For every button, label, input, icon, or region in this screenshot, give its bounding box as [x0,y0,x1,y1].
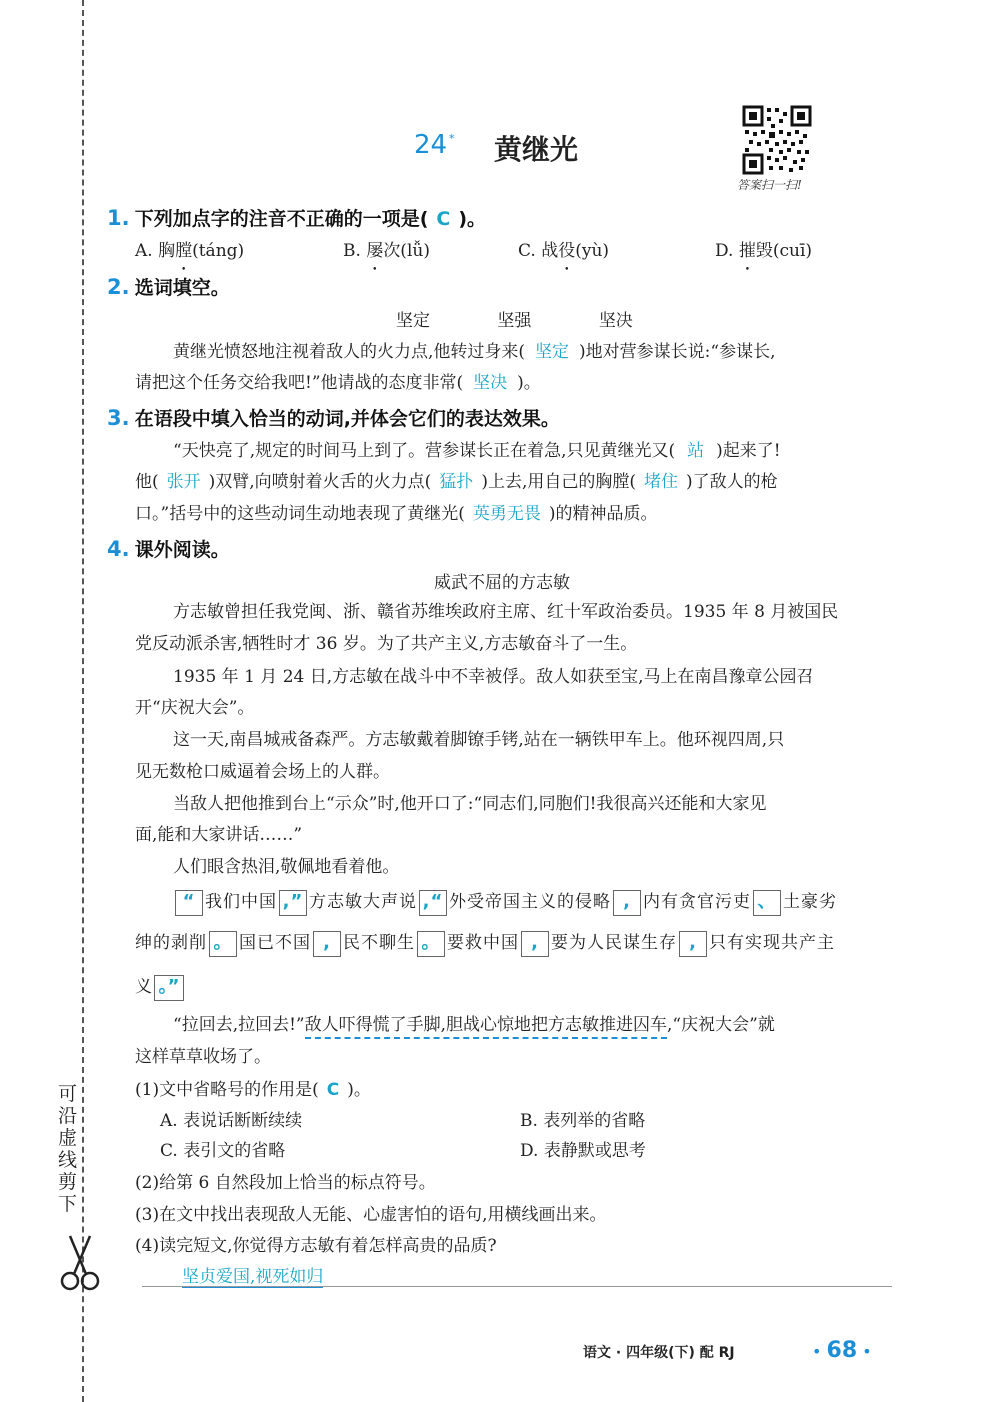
punctuation-box[interactable]: ,” [279,890,307,916]
question-stem: 在语段中填入恰当的动词,并体会它们的表达效果。 [134,408,560,430]
sub-question-4: (4)读完短文,你觉得方志敏有着怎样高贵的品质? [135,1236,497,1256]
punctuation-box[interactable]: ,“ [419,890,447,916]
punctuation-box[interactable]: 。 [417,931,445,957]
qr-caption: 答案扫一扫! [737,178,802,192]
punctuation-box[interactable]: 。 [209,931,237,957]
punctuation-box[interactable]: , [521,931,549,957]
underlined-sentence: 敌人吓得慌了手脚,胆战心惊地把方志敏推进囚车 [305,1015,667,1039]
paragraph-4-line-2: 面,能和大家讲话……” [135,825,303,845]
punctuation-box[interactable]: 。” [154,975,184,1001]
answer-text: 坚定 [535,342,570,362]
punctuation-box[interactable]: , [679,931,707,957]
question-stem: )。 [458,208,487,230]
sub-question-2: (2)给第 6 自然段加上恰当的标点符号。 [135,1173,436,1193]
paragraph-2-line-2: 开“庆祝大会”。 [135,698,255,718]
scissors-icon [58,1232,102,1294]
question-4 [107,535,230,562]
question-number: 1. [107,206,130,230]
option-d: D. 摧毁(cuī) [715,241,813,261]
answer-line [142,1286,892,1287]
lesson-star: * [449,132,455,145]
option-a: A. 胸膛(táng) [135,241,245,261]
lesson-number: 24 [414,130,448,160]
paragraph-1-line-2: 党反动派杀害,牺牲时才 36 岁。为了共产主义,方志敏奋斗了一生。 [135,634,638,654]
question-2 [107,273,230,300]
word-choice: 坚决 [598,311,633,331]
answer-text: 堵住 [643,472,678,492]
answer-text: 猛扑 [439,472,474,492]
paragraph-3-line-2: 见无数枪口威逼着会场上的人群。 [135,762,390,782]
answer-text: 站 [687,441,705,461]
question-stem: 选词填空。 [134,277,230,299]
cut-instruction: 可沿虚线剪下 [58,1083,78,1215]
answer-text: 坚决 [473,373,508,393]
paragraph-3-line-1: 这一天,南昌城戒备森严。方志敏戴着脚镣手铐,站在一辆铁甲车上。他环视四周,只 [173,730,785,750]
answer-text: 英勇无畏 [472,504,541,524]
lesson-title: 黄继光 [494,133,579,166]
sub-option-a: A. 表说话断断续续 [160,1111,303,1131]
question-1 [107,204,486,231]
word-choice: 坚定 [396,311,430,331]
sub-option-d: D. 表静默或思考 [520,1141,646,1161]
paragraph-6-line-1: “ 我们中国 ,” 方志敏大声说 ,“ 外受帝国主义的侵略 , 内有贪官污吏 、 土豪劣 [173,885,837,919]
q2-line-2: 请把这个任务交给我吧!”他请战的态度非常( 坚决 )。 [135,373,541,393]
option-c: C. 战役(yù) [518,241,610,261]
paragraph-7-line-2: 这样草草收场了。 [135,1047,271,1067]
sub-question-1: (1)文中省略号的作用是( C )。 [135,1080,371,1100]
paragraph-1-line-1: 方志敏曾担任我党闽、浙、赣省苏维埃政府主席、红十军政治委员。1935 年 8 月被国民 [173,602,839,622]
question-number: 2. [107,275,130,299]
question-stem: 课外阅读。 [134,539,230,561]
page-number-group [812,1338,872,1363]
paragraph-5: 人们眼含热泪,敬佩地看着他。 [173,857,400,877]
paragraph-4-line-1: 当敌人把他推到台上“示众”时,他开口了:“同志们,同胞们!我很高兴还能和大家见 [173,794,767,814]
paragraph-6-line-3: 义 。” [135,970,186,1004]
question-number: 3. [107,406,130,430]
bullet-icon: • [862,1342,872,1361]
bullet-icon: • [812,1342,822,1361]
footer-subject: 语文 · 四年级(下) 配 RJ [583,1345,735,1361]
cut-dashed-line [82,0,84,1402]
paragraph-6-line-2: 绅的剥削 。 国已不国 , 民不聊生 。 要救中国 , 要为人民谋生存 , 只有实现共产主 [135,926,835,960]
article-title: 威武不屈的方志敏 [434,573,570,593]
q3-line-3: 口。”括号中的这些动词生动地表现了黄继光( 英勇无畏 )的精神品质。 [135,504,658,524]
punctuation-box[interactable]: , [313,931,341,957]
sub-option-b: B. 表列举的省略 [520,1111,646,1131]
question-number: 4. [107,537,130,561]
paragraph-7-line-1: “拉回去,拉回去!”敌人吓得慌了手脚,胆战心惊地把方志敏推进囚车,“庆祝大会”就 [173,1008,775,1042]
question-3 [107,404,560,431]
punctuation-box[interactable]: , [613,890,641,916]
q3-line-2: 他( 张开 )双臂,向喷射着火舌的火力点( 猛扑 )上去,用自己的胸膛( 堵住 )了敌人的枪 [135,472,778,492]
punctuation-box[interactable]: “ [175,890,203,916]
q3-line-1: “天快亮了,规定的时间马上到了。营参谋长正在着急,只见黄继光又( 站 )起来了! [173,441,781,461]
option-b: B. 屡次(lǚ) [343,241,430,261]
answer-text: 坚贞爱国,视死如归 [182,1262,323,1288]
sub-question-3: (3)在文中找出表现敌人无能、心虚害怕的语句,用横线画出来。 [135,1205,607,1225]
paragraph-2-line-1: 1935 年 1 月 24 日,方志敏在战斗中不幸被俘。敌人如获至宝,马上在南昌豫章公园召 [173,667,814,687]
word-choice: 坚强 [497,311,532,331]
question-stem: 下列加点字的注音不正确的一项是( [134,208,429,230]
sub-option-c: C. 表引文的省略 [160,1141,286,1161]
word-choices [396,304,633,338]
answer-text: 张开 [166,472,201,492]
punctuation-box[interactable]: 、 [753,890,781,916]
answer-text: C [436,208,451,230]
page-number: 68 [826,1338,858,1363]
qr-code-icon[interactable] [742,105,812,175]
q2-line-1: 黄继光愤怒地注视着敌人的火力点,他转过身来( 坚定 )地对营参谋长说:“参谋长, [173,342,776,362]
answer-text: C [326,1080,340,1100]
